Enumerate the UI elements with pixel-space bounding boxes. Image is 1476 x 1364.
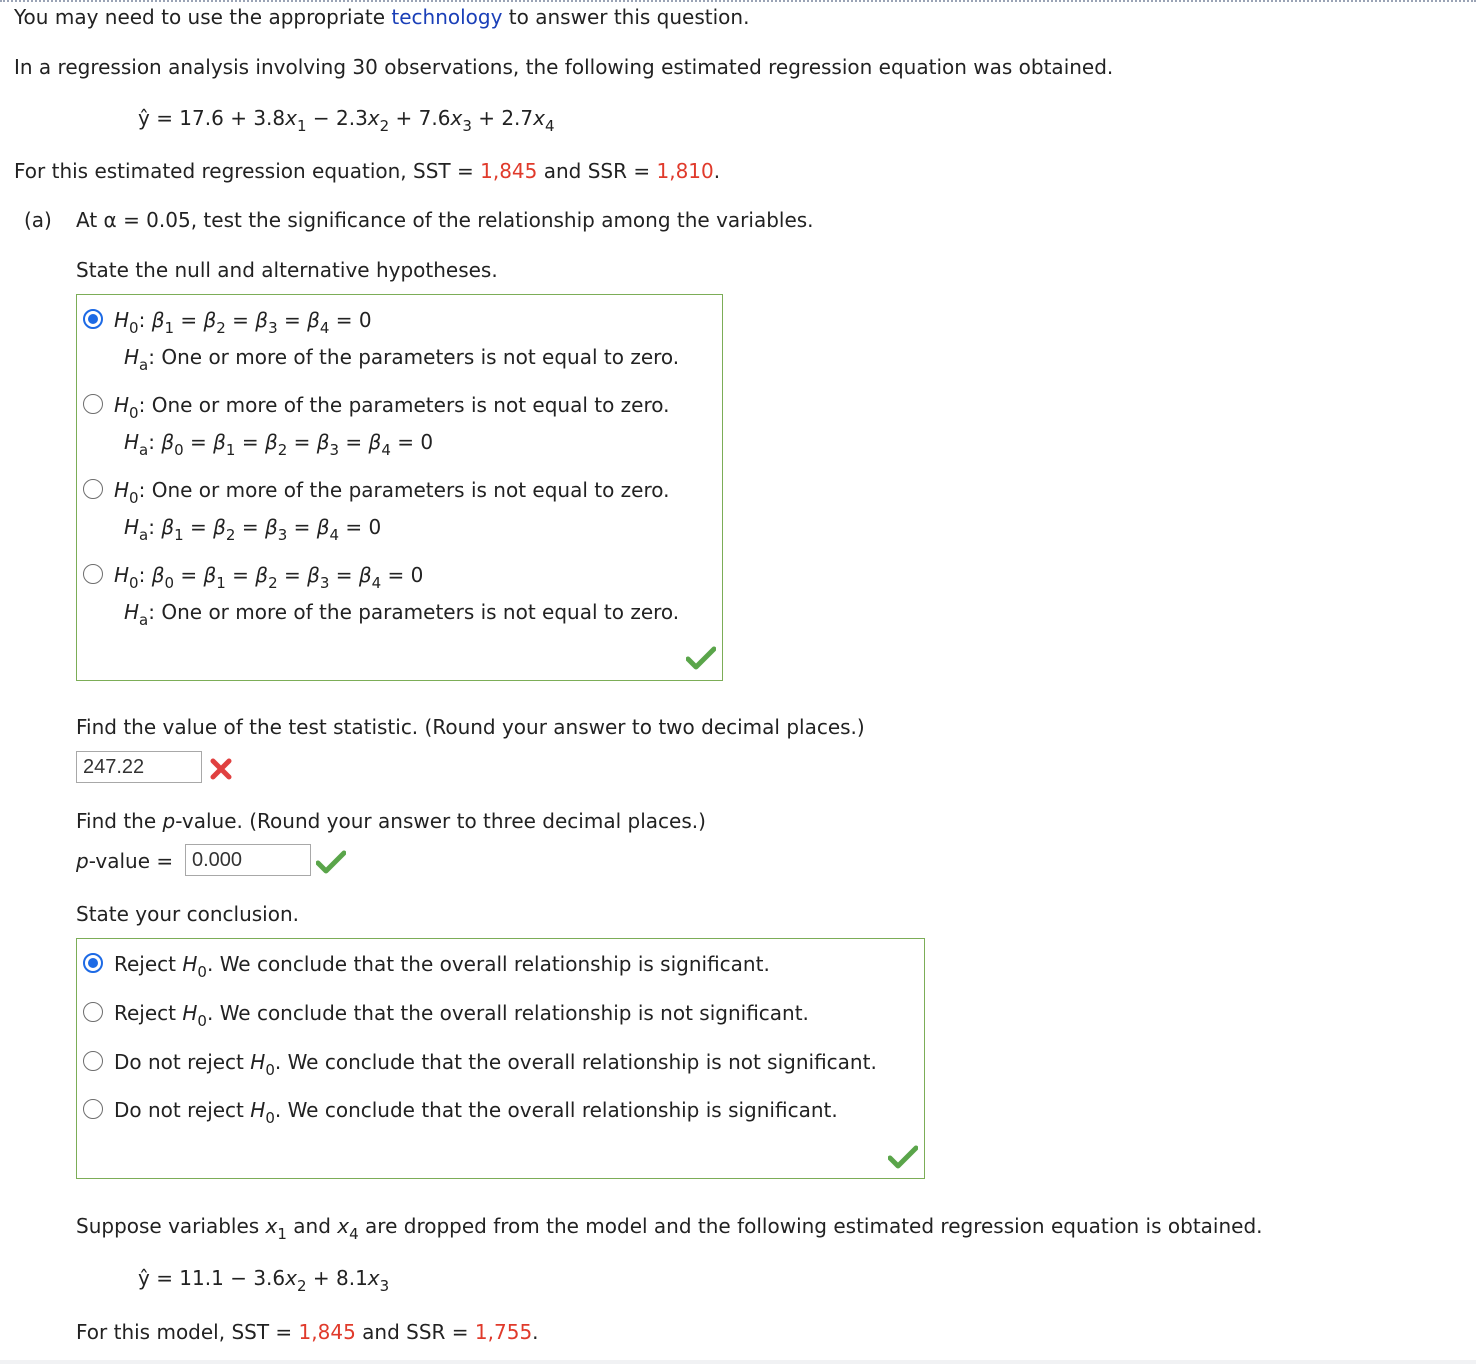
intro-line [14,5,749,29]
hypotheses-prompt: State the null and alternative hypotheses. [76,258,498,282]
regression-equation-full: ŷ = $17.6 + 3.8x_1 - 2.3x_2 + 7.6x_3 + 2.7x_4$ [138,106,555,135]
hypotheses-correct-check-icon [686,646,716,670]
conclusion-option-4-text: Do not reject $H_0$. We conclude that the overall relationship is significant. [114,1098,838,1127]
conclusion-option-1-text: Reject $H_0$. We conclude that the overall relationship is significant. [114,952,770,981]
hypothesis-option-3-radio[interactable] [83,479,103,499]
hypothesis-option-1-h0: $H_0$: $\beta_1 = \beta_2 = \beta_3 = \beta_4 = 0$ [114,308,372,337]
pvalue-correct-check-icon [316,850,346,874]
conclusion-option-4-radio[interactable] [83,1099,103,1119]
part-a-label: (a) [24,208,52,232]
pvalue-input[interactable]: 0.000 [185,844,311,876]
pvalue-prompt: Find the p-value. (Round your answer to three decimal places.) [76,809,706,833]
hypothesis-option-3-h0: $H_0$: One or more of the parameters is not equal to zero. [114,478,670,507]
hypothesis-option-4-h0: $H_0$: $\beta_0 = \beta_1 = \beta_2 = \beta_3 = \beta_4 = 0$ [114,563,424,592]
technology-link[interactable]: technology [391,5,503,29]
sst-value: 1,845 [480,159,538,183]
reduced-sst-value: 1,845 [298,1320,356,1344]
part-a-question: At α = 0.05, test the significance of the relationship among the variables. [76,208,814,232]
bottom-rule [0,1360,1476,1364]
conclusion-option-3-text: Do not reject $H_0$. We conclude that the overall relationship is not significant. [114,1050,877,1079]
ssr-value: 1,810 [656,159,714,183]
test-stat-incorrect-x-icon [210,758,232,780]
sst-ssr-line: For this estimated regression equation, SST = 1,845 and SSR = 1,810. [14,159,721,183]
hypothesis-option-4-radio[interactable] [83,564,103,584]
top-dotted-rule [0,0,1476,2]
conclusion-option-2-text: Reject $H_0$. We conclude that the overall relationship is not significant. [114,1001,809,1030]
reduced-model-statement: Suppose variables $x_1$ and $x_4$ are dropped from the model and the following estimated regression equation is obtained. [76,1214,1263,1243]
hypothesis-option-4-ha: $H_a$: One or more of the parameters is not equal to zero. [124,600,680,629]
hypothesis-option-2-radio[interactable] [83,394,103,414]
conclusion-prompt: State your conclusion. [76,902,300,926]
test-stat-input[interactable]: 247.22 [76,751,202,783]
conclusion-option-1-radio[interactable] [83,953,103,973]
regression-equation-reduced: ŷ = $11.1 - 3.6x_2 + 8.1x_3$ [138,1266,390,1295]
hypothesis-option-3-ha: $H_a$: $\beta_1 = \beta_2 = \beta_3 = \beta_4 = 0$ [124,515,382,544]
test-stat-prompt: Find the value of the test statistic. (Round your answer to two decimal places.) [76,715,865,739]
conclusion-option-2-radio[interactable] [83,1002,103,1022]
conclusion-option-3-radio[interactable] [83,1051,103,1071]
hypothesis-option-1-radio[interactable] [83,309,103,329]
reduced-sst-ssr-line: For this model, SST = 1,845 and SSR = 1,755. [76,1320,539,1344]
hypothesis-option-1-ha: $H_a$: One or more of the parameters is not equal to zero. [124,345,680,374]
conclusion-correct-check-icon [888,1145,918,1169]
intro-suffix: to answer this question. [508,5,750,29]
pvalue-label: p-value = [76,849,174,873]
problem-statement: In a regression analysis involving 30 observations, the following estimated regression equation was obtained. [14,55,1114,79]
intro-prefix: You may need to use the appropriate [14,5,386,29]
reduced-ssr-value: 1,755 [474,1320,533,1344]
hypothesis-option-2-ha: $H_a$: $\beta_0 = \beta_1 = \beta_2 = \beta_3 = \beta_4 = 0$ [124,430,434,459]
hypothesis-option-2-h0: $H_0$: One or more of the parameters is not equal to zero. [114,393,670,422]
